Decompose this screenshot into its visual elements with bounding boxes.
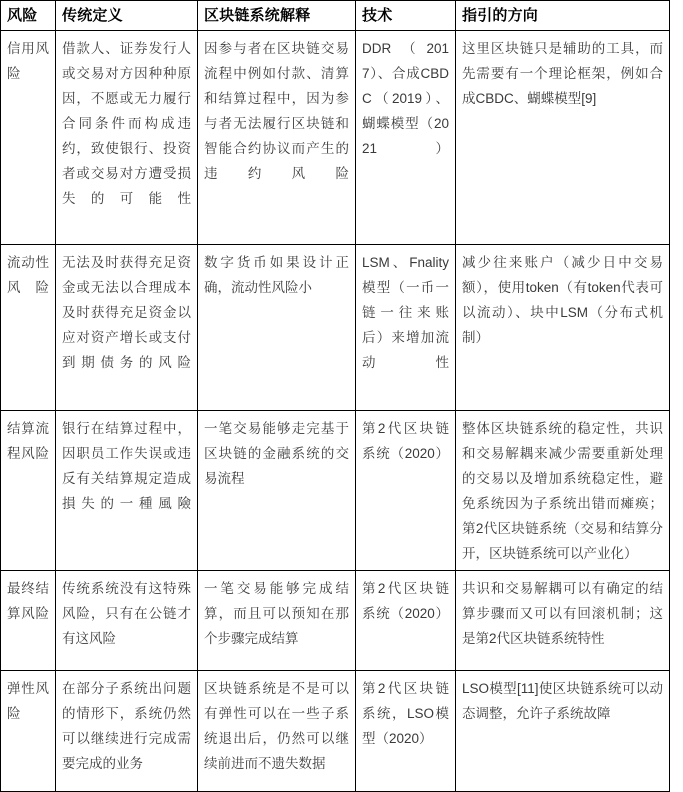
cell-technology: LSM、Fnality模型（一币一链一往来账后）来增加流动性 — [356, 245, 456, 411]
cell-traditional-definition: 无法及时获得充足资金或无法以合理成本及时获得充足资金以应对资产增长或支付到期债务的风险 — [56, 245, 198, 411]
cell-technology: 第2代区块链系统（2020） — [356, 571, 456, 671]
cell-risk: 信用风险 — [1, 31, 56, 245]
table-header-row — [1, 1, 670, 31]
column-header-technology: 技术 — [356, 1, 456, 31]
cell-technology: DDR（2017）、合成CBDC（2019）、蝴蝶模型（2021） — [356, 31, 456, 245]
cell-technology: 第2代区块链系统，LSO模型（2020） — [356, 671, 456, 792]
cell-blockchain-explanation: 一笔交易能够走完基于区块链的金融系统的交易流程 — [198, 411, 356, 571]
cell-direction: 共识和交易解耦可以有确定的结算步骤而又可以有回滚机制；这是第2代区块链系统特性 — [456, 571, 670, 671]
table-row — [1, 411, 670, 571]
cell-traditional-definition: 传统系统没有这特殊风险，只有在公链才有这风险 — [56, 571, 198, 671]
table-row — [1, 31, 670, 245]
cell-risk: 流动性风险 — [1, 245, 56, 411]
cell-traditional-definition: 借款人、证券发行人或交易对方因种种原因，不愿或无力履行合同条件而构成违约，致使银行、投资者或交易对方遭受损失的可能性 — [56, 31, 198, 245]
cell-blockchain-explanation: 区块链系统是不是可以有弹性可以在一些子系统退出后，仍然可以继续前进而不遗失数据 — [198, 671, 356, 792]
column-header-traditional-definition: 传统定义 — [56, 1, 198, 31]
table-header — [1, 1, 670, 31]
column-header-direction: 指引的方向 — [456, 1, 670, 31]
table-row — [1, 245, 670, 411]
cell-risk: 结算流程风险 — [1, 411, 56, 571]
cell-risk: 最终结算风险 — [1, 571, 56, 671]
cell-blockchain-explanation: 数字货币如果设计正确，流动性风险小 — [198, 245, 356, 411]
table-body — [1, 31, 670, 792]
table-row — [1, 571, 670, 671]
table-row — [1, 671, 670, 792]
cell-blockchain-explanation: 因参与者在区块链交易流程中例如付款、清算和结算过程中，因为参与者无法履行区块链和智能合约协议而产生的违约风险 — [198, 31, 356, 245]
cell-technology: 第2代区块链系统（2020） — [356, 411, 456, 571]
cell-risk: 弹性风险 — [1, 671, 56, 792]
cell-blockchain-explanation: 一笔交易能够完成结算，而且可以预知在那个步骤完成结算 — [198, 571, 356, 671]
column-header-risk: 风险 — [1, 1, 56, 31]
column-header-blockchain-explanation: 区块链系统解释 — [198, 1, 356, 31]
cell-direction: LSO模型[11]使区块链系统可以动态调整，允许子系统故障 — [456, 671, 670, 792]
cell-traditional-definition: 在部分子系统出问题的情形下，系统仍然可以继续进行完成需要完成的业务 — [56, 671, 198, 792]
cell-traditional-definition: 银行在结算过程中，因职员工作失误或违反有关结算規定造成損失的一種風險 — [56, 411, 198, 571]
cell-direction: 这里区块链只是辅助的工具，而先需要有一个理论框架，例如合成CBDC、蝴蝶模型[9] — [456, 31, 670, 245]
cell-direction: 整体区块链系统的稳定性，共识和交易解耦来减少需要重新处理的交易以及增加系统稳定性，避免系统因为子系统出错而瘫痪；第2代区块链系统（交易和结算分开，区块链系统可以产业化） — [456, 411, 670, 571]
cell-direction: 减少往来账户（减少日中交易额），使用token（有token代表可以流动）、块中LSM（分布式机制） — [456, 245, 670, 411]
